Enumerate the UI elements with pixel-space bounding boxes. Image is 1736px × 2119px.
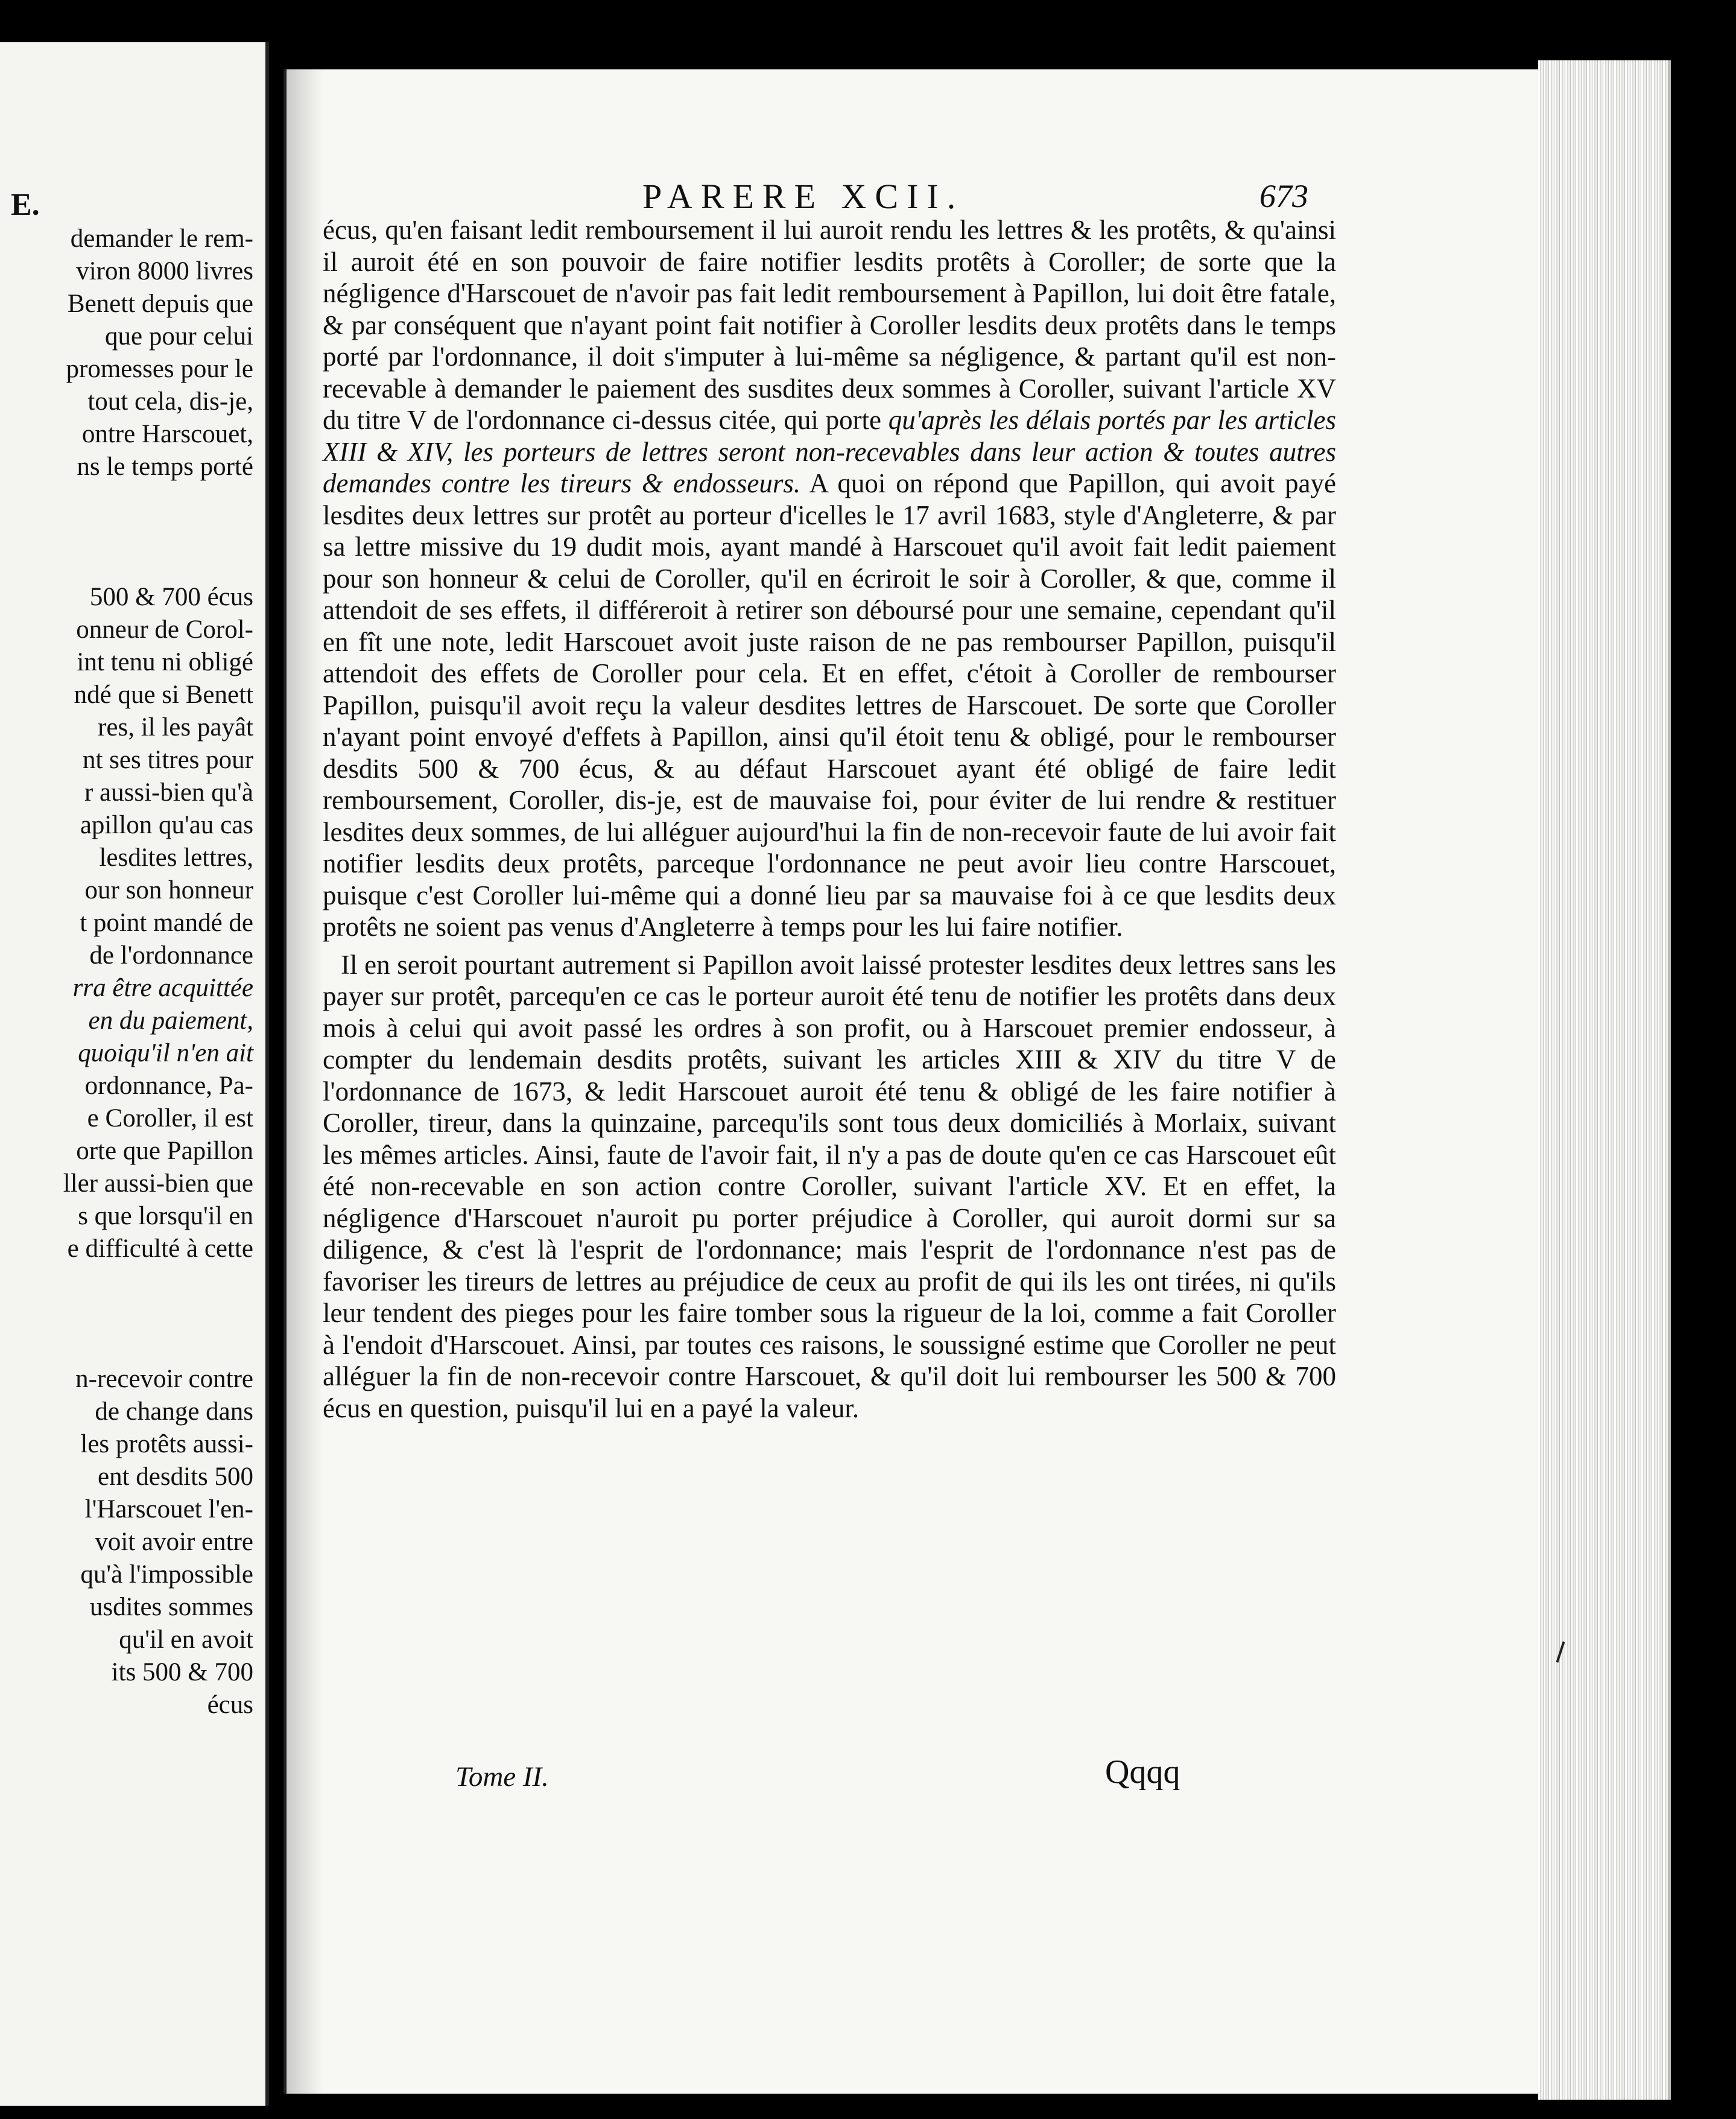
left-page-line: n-recevoir contre xyxy=(75,1365,253,1393)
left-page-line: 500 & 700 écus xyxy=(89,583,253,611)
left-page-line: apillon qu'au cas xyxy=(80,811,253,839)
left-page-line: t point mandé de xyxy=(80,909,253,937)
gutter-shadow xyxy=(287,69,323,2094)
left-page-line: ns le temps porté xyxy=(77,453,253,481)
left-page-line: ndé que si Benett xyxy=(74,681,253,709)
left-page-line: its 500 & 700 xyxy=(111,1658,253,1686)
left-page-line: viron 8000 livres xyxy=(76,257,253,285)
left-page-line: que pour celui xyxy=(105,322,253,351)
left-page-line: les protêts aussi- xyxy=(80,1430,253,1458)
left-page-line: ller aussi-bien que xyxy=(63,1169,253,1198)
left-page-line: ontre Harscouet, xyxy=(81,420,253,448)
left-page-line: e Coroller, il est xyxy=(87,1104,253,1133)
left-page-line: usdites sommes xyxy=(89,1593,253,1621)
footer-volume: Tome II. xyxy=(455,1761,549,1793)
left-page-line: demander le rem- xyxy=(70,224,253,253)
left-page-line: en du paiement, xyxy=(88,1006,253,1035)
left-page-line: orte que Papillon xyxy=(76,1137,253,1165)
left-page-line: qu'à l'impossible xyxy=(80,1560,253,1589)
left-page-line: promesses pour le xyxy=(66,355,253,383)
left-page-line: int tenu ni obligé xyxy=(77,648,253,676)
left-page-line: onneur de Corol- xyxy=(76,615,253,644)
left-page-line: lesdites lettres, xyxy=(99,843,253,872)
left-page-line: res, il les payât xyxy=(98,713,253,742)
left-page-heading: E. xyxy=(11,188,40,222)
body-text xyxy=(323,214,1336,1424)
left-page-line: quoiqu'il n'en ait xyxy=(78,1039,253,1067)
left-page-line: ent desdits 500 xyxy=(98,1463,253,1491)
page-edges xyxy=(1538,60,1671,2100)
footer-signature-mark: Qqqq xyxy=(1105,1753,1180,1791)
paragraph-1-text-b: A quoi on répond que Papillon, qui avoit payé lesdites deux lettres sur protêt au porteur d'icelles le 17 avril 1683, style d'Angleterre, & par sa lettre missive du 19 dudit mois, ayant mandé à Harscouet qu'il avoit fait ledit paiement pour son honneur & celui de Coroller, qu'il en écriroit le soir à Coroller, & que, comme il attendoit de ses effets, il différeroit à retirer son déboursé pour une semaine, cependant qu'il en fît une note, ledit Harscouet avoit juste raison de ne pas rembourser Papillon, puisqu'il attendoit des effets de Coroller pour cela. Et en effet, c'étoit à Coroller de rembourser Papillon, puisqu'il avoit reçu la valeur desdites lettres de Harscouet. De sorte que Coroller n'ayant point envoyé d'effets à Papillon, ainsi qu'il étoit tenu & obligé, pour le rembourser desdits 500 & 700 écus, & au défaut Harscouet ayant été obligé de faire ledit remboursement, Coroller, dis-je, est de mauvaise foi, pour éviter de lui rendre & restituer lesdites deux sommes, de lui alléguer aujourd'hui la fin de non-recevoir faute de lui avoir fait notifier lesdits deux protêts, parceque l'ordonnance ne peut avoir lieu contre Harscouet, puisque c'est Coroller lui-même qui a donné lieu par sa mauvaise foi à ce que lesdits deux protêts ne soient pas venus d'Angleterre à temps pour les lui faire notifier. xyxy=(323,468,1336,942)
left-page xyxy=(0,42,269,2106)
page-number: 673 xyxy=(1259,178,1308,214)
left-page-line: de change dans xyxy=(95,1397,253,1426)
left-page-line: voit avoir entre xyxy=(95,1528,253,1556)
left-page-line: qu'il en avoit xyxy=(119,1625,253,1654)
left-page-line: ordonnance, Pa- xyxy=(84,1072,253,1100)
paragraph-2: Il en seroit pourtant autrement si Papillon avoit laissé protester lesdites deux lettres sans les payer sur protêt, parcequ'en ce cas le porteur auroit été tenu de notifier les protêts dans deux mois à celui qui avoit passé les ordres à son profit, ou à Harscouet premier endosseur, à compter du lendemain desdits protêts, suivant les articles XIII & XIV du titre V de l'ordonnance de 1673, & ledit Harscouet auroit été tenu & obligé de les faire notifier à Coroller, tireur, dans la quinzaine, parcequ'ils sont tous deux domiciliés à Morlaix, suivant les mêmes articles. Ainsi, faute de l'avoir fait, il n'y a pas de doute qu'en ce cas Harscouet eût été non-recevable en son action contre Coroller, suivant l'article XV. Et en effet, la négligence d'Harscouet n'auroit pu porter préjudice à Coroller, qui auroit dormi sur sa diligence, & c'est là l'esprit de l'ordonnance; mais l'esprit de l'ordonnance n'est pas de favoriser les tireurs de lettres au préjudice de ceux au profit de qui ils les ont tirées, ni qu'ils leur tendent des pieges pour les faire tomber sous la rigueur de la loi, comme a fait Coroller à l'endoit d'Harscouet. Ainsi, par toutes ces raisons, le soussigné estime que Coroller ne peut alléguer la fin de non-recevoir contre Harscouet, & qu'il doit lui rembourser les 500 & 700 écus en question, puisqu'il lui en a payé la valeur. xyxy=(323,949,1336,1423)
paragraph-1 xyxy=(323,214,1336,943)
ordinance-quotation: qu'après les délais portés par les articles XIII & XIV, les porteurs de lettres seront non-recevables dans leur action & toutes autres demandes contre les tireurs & endosseurs. xyxy=(323,405,1337,498)
left-page-line: our son honneur xyxy=(84,876,253,904)
left-page-line: de l'ordonnance xyxy=(89,941,253,970)
left-page-line: rra être acquittée xyxy=(72,974,253,1002)
left-page-line: s que lorsqu'il en xyxy=(78,1202,253,1230)
left-page-line: écus xyxy=(207,1691,253,1719)
left-page-line: Benett depuis que xyxy=(67,290,253,318)
left-page-line: nt ses titres pour xyxy=(82,746,253,774)
left-page-line: r aussi-bien qu'à xyxy=(84,778,253,807)
running-head: PARERE XCII. xyxy=(642,177,965,216)
left-page-line: tout cela, dis-je, xyxy=(87,387,253,416)
left-page-line: e difficulté à cette xyxy=(67,1234,253,1263)
left-page-line: l'Harscouet l'en- xyxy=(84,1495,253,1523)
paragraph-1-text-a: écus, qu'en faisant ledit remboursement il lui auroit rendu les lettres & les protêts, & qu'ainsi il auroit été en son pouvoir de faire notifier lesdits protêts à Coroller; de sorte que la négligence d'Harscouet de n'avoir pas fait ledit remboursement à Papillon, lui doit être fatale, & par conséquent que n'ayant point fait notifier à Coroller lesdits deux protêts dans le temps porté par l'ordonnance, il doit s'imputer à lui-même sa négligence, & partant qu'il est non-recevable à demander le paiement des susdites deux sommes à Coroller, suivant l'article XV du titre V de l'ordonnance ci-dessus citée, qui porte xyxy=(323,215,1336,435)
